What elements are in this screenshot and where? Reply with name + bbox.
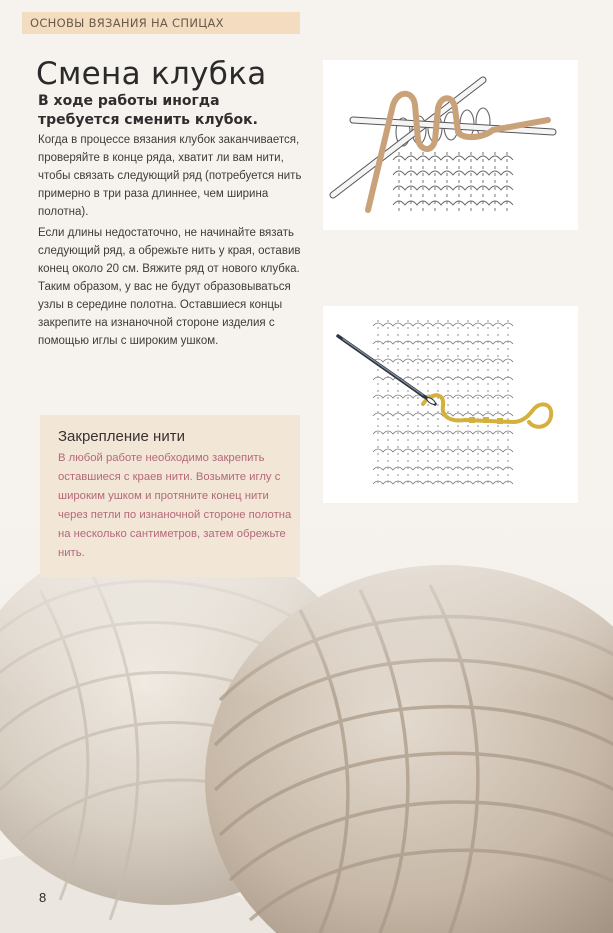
- knitting-needles-illustration: [323, 60, 578, 230]
- paragraph-1: Когда в процессе вязания клубок заканчивается, проверяйте в конце ряда, хватит ли вам нити, чтобы связать следующий ряд (потребуется нить примерно в три раза длиннее, чем ширина полотна).: [38, 134, 302, 218]
- yarn-change-diagram: [323, 60, 578, 230]
- section-header: ОСНОВЫ ВЯЗАНИЯ НА СПИЦАХ: [30, 16, 224, 30]
- tip-text: В любой работе необходимо закрепить оставшиеся с краев нити. Возьмите иглу с широким ушком и протяните конец нити через петли по изнаночной стороне полотна на несколько сантиметров, затем обрежьте нить.: [58, 452, 292, 559]
- paragraph-2: Если длины недостаточно, не начинайте вязать следующий ряд, а обрежьте нить у края, оставив конец около 20 см. Вяжите ряд от нового клубка. Таким образом, у вас не будут образовываться узлы в середине полотна. Оставшиеся концы закрепите на изнаночной стороне изделия с помощью иглы с широким ушком.: [38, 227, 301, 347]
- weaving-in-diagram: [323, 306, 578, 503]
- lead-text: В ходе работы иногда требуется сменить клубок.: [38, 93, 258, 128]
- page-number: 8: [39, 890, 47, 905]
- tip-title: Закрепление нити: [58, 428, 185, 445]
- needle-threading-illustration: [323, 306, 578, 503]
- page-title: Смена клубка: [36, 56, 267, 92]
